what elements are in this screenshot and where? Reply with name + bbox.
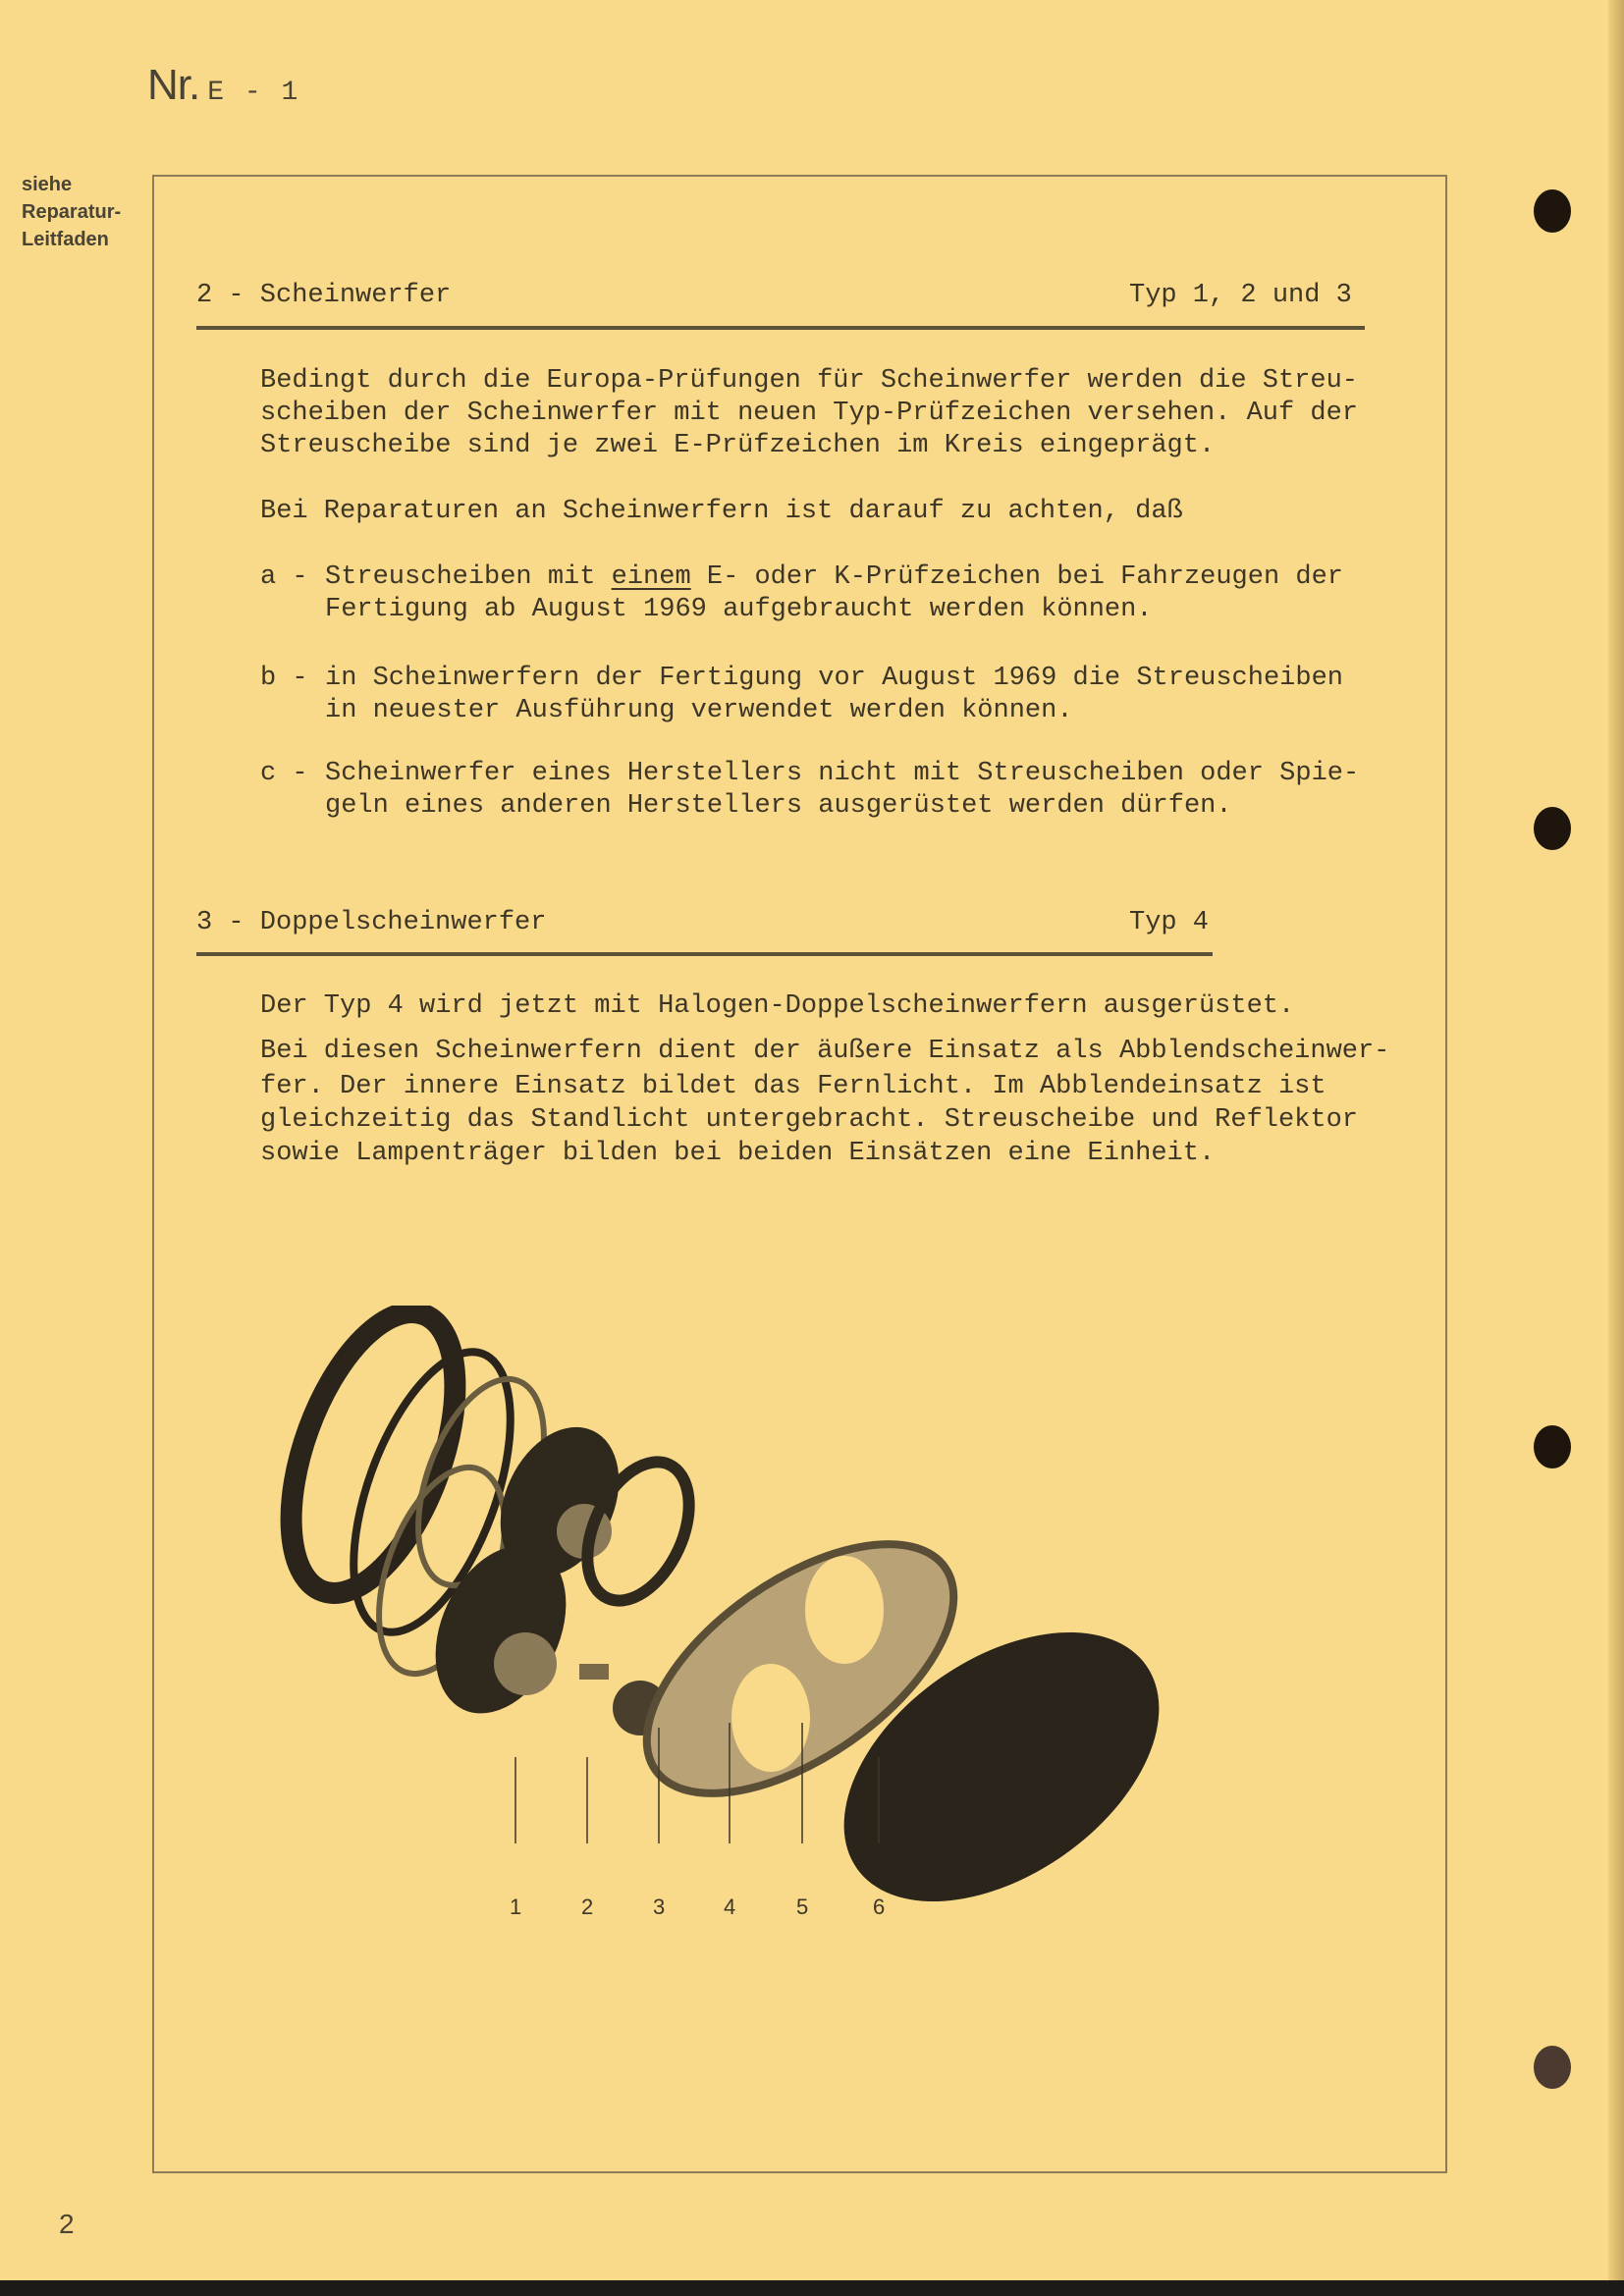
lamp-socket: [494, 1632, 557, 1695]
paragraph-line: Der Typ 4 wird jetzt mit Halogen-Doppelscheinwerfern ausgerüstet.: [260, 991, 1295, 1021]
page-number: 2: [59, 2209, 75, 2239]
section-heading: 3 - Doppelscheinwerfer: [196, 908, 547, 937]
page-edge: [1608, 0, 1624, 2296]
number-value: E - 1: [207, 78, 300, 108]
text: E- oder K-Prüfzeichen bei Fahrzeugen der: [690, 562, 1343, 592]
paragraph-line: gleichzeitig das Standlicht untergebracht. Streuscheibe und Reflektor: [260, 1105, 1358, 1135]
figure-label: 4: [724, 1895, 736, 1919]
heading-rule: [196, 952, 1213, 956]
heading-rule: [196, 326, 1365, 330]
side-note-line: Reparatur-: [22, 201, 122, 223]
section-types: Typ 4: [1129, 908, 1210, 937]
punch-hole: [1534, 189, 1571, 233]
list-marker: c -: [260, 759, 308, 788]
paragraph-line: Streuscheibe sind je zwei E-Prüfzeichen im Kreis eingeprägt.: [260, 431, 1216, 460]
list-item-line: Scheinwerfer eines Herstellers nicht mit Streuscheiben oder Spie-: [325, 759, 1360, 788]
punch-hole: [1534, 1425, 1571, 1468]
paragraph-line: sowie Lampenträger bilden bei beiden Einsätzen eine Einheit.: [260, 1139, 1216, 1168]
text: Streuscheiben mit: [325, 562, 612, 592]
bulb: [579, 1664, 609, 1680]
underlined-text: einem: [611, 562, 691, 592]
paragraph-line: fer. Der innere Einsatz bildet das Fernlicht. Im Abblendeinsatz ist: [260, 1072, 1326, 1101]
figure-label: 3: [653, 1895, 666, 1919]
figure-label: 2: [581, 1895, 594, 1919]
side-note-line: siehe: [22, 174, 73, 195]
housing-opening: [805, 1556, 884, 1664]
document-number: [147, 61, 299, 110]
list-marker: a -: [260, 562, 308, 592]
punch-hole: [1534, 807, 1571, 850]
figure-label: 1: [510, 1895, 522, 1919]
list-item-line: Fertigung ab August 1969 aufgebraucht werden können.: [325, 595, 1153, 624]
section-types: Typ 1, 2 und 3: [1129, 281, 1352, 310]
side-note-line: Leitfaden: [22, 229, 109, 250]
figure-label: 5: [796, 1895, 809, 1919]
figure-label: 6: [873, 1895, 886, 1919]
headlight-exploded-figure: [255, 1306, 1355, 1953]
punch-hole: [1534, 2046, 1571, 2089]
list-item-line: geln eines anderen Herstellers ausgerüstet werden dürfen.: [325, 791, 1232, 821]
list-item-line: in Scheinwerfern der Fertigung vor August 1969 die Streuscheiben: [325, 664, 1343, 693]
list-marker: b -: [260, 664, 308, 693]
list-item-line: [325, 562, 1343, 592]
section-heading: 2 - Scheinwerfer: [196, 281, 452, 310]
housing-opening: [731, 1664, 810, 1772]
paragraph-line: Bei diesen Scheinwerfern dient der äußere Einsatz als Abblendscheinwer-: [260, 1037, 1390, 1066]
side-note: [22, 171, 121, 253]
paragraph-line: Bedingt durch die Europa-Prüfungen für Scheinwerfer werden die Streu-: [260, 366, 1358, 396]
paragraph-line: scheiben der Scheinwerfer mit neuen Typ-Prüfzeichen versehen. Auf der: [260, 399, 1358, 428]
list-item-line: in neuester Ausführung verwendet werden können.: [325, 696, 1073, 725]
paragraph-line: Bei Reparaturen an Scheinwerfern ist darauf zu achten, daß: [260, 497, 1183, 526]
scan-border: [0, 2280, 1624, 2296]
number-prefix: Nr.: [147, 61, 200, 109]
